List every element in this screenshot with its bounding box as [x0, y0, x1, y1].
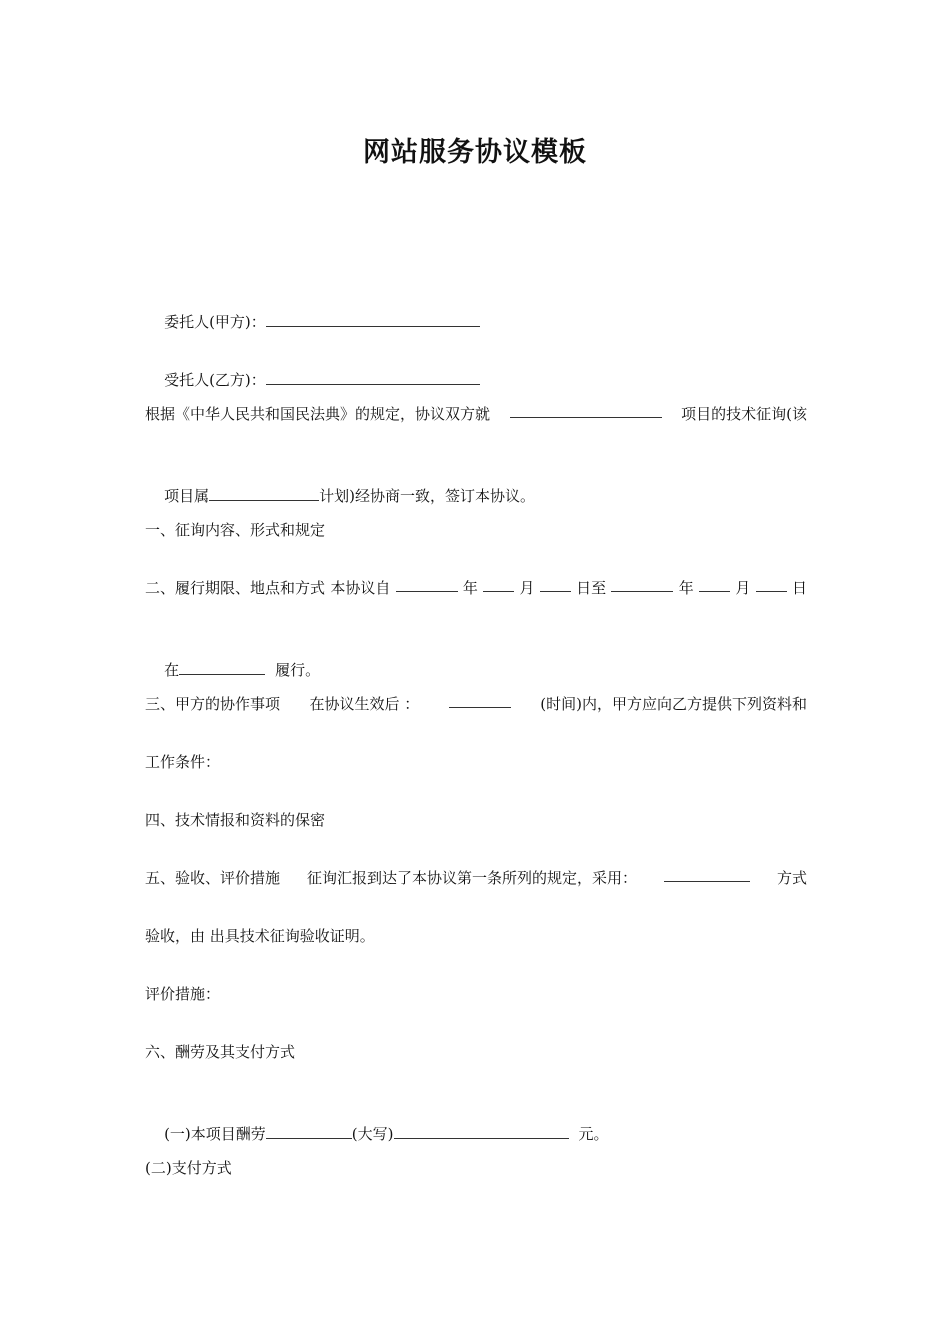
section-3-text-a: 在协议生效后 ： [309, 695, 420, 713]
section-3-text-c: 工作条件： [145, 753, 221, 771]
year-label: 年 [678, 579, 694, 597]
section-5-text-a: 征询汇报到达了本协议第一条所列的规定，采用： [307, 869, 638, 887]
section-3-heading: 三、甲方的协作事项 [145, 695, 281, 713]
section-3-line [145, 692, 807, 716]
section-2-line [145, 576, 807, 600]
fee-uppercase-blank[interactable] [394, 1123, 569, 1139]
perform-label: 履行。 [275, 661, 321, 679]
end-day-blank[interactable] [756, 576, 787, 592]
section-6-heading: 六、酬劳及其支付方式 [145, 1043, 296, 1061]
currency-label: 元。 [578, 1125, 609, 1143]
section-6-item-2: (二)支付方式 [145, 1159, 232, 1177]
section-1-heading: 一、征询内容、形式和规定 [145, 521, 326, 539]
day-label: 日 [791, 579, 807, 597]
project-name-blank[interactable] [510, 402, 662, 418]
section-5-line [145, 866, 807, 890]
basis-line-1 [145, 402, 807, 426]
basis-text-1: 根据《中华人民共和国民法典》的规定，协议双方就 [145, 405, 491, 423]
party-a-label: 委托人(甲方)： [164, 313, 266, 331]
page-title: 网站服务协议模板 [363, 137, 587, 168]
section-2-from: 本协议自 [330, 579, 391, 597]
fee-uppercase-label: (大写) [351, 1125, 394, 1143]
section-5-heading: 五、验收、评价措施 [145, 869, 281, 887]
start-day-blank[interactable] [540, 576, 571, 592]
end-month-blank[interactable] [699, 576, 730, 592]
section-5-text-c: 验收，由 出具技术征询验收证明。 [145, 927, 375, 945]
section-4-heading: 四、技术情报和资料的保密 [145, 811, 326, 829]
month-label: 月 [519, 579, 535, 597]
end-year-blank[interactable] [611, 576, 673, 592]
basis-text-2: 项目的技术征询(该 [681, 405, 807, 423]
section-3-text-b: (时间)内，甲方应向乙方提供下列资料和 [540, 695, 807, 713]
party-a-blank[interactable] [266, 311, 480, 327]
fee-label: (一)本项目酬劳 [164, 1125, 266, 1143]
section-5-text-b: 方式 [776, 869, 807, 887]
start-month-blank[interactable] [483, 576, 514, 592]
basis-text-4: 计划)经协商一致，签订本协议。 [319, 487, 535, 505]
month-label: 月 [735, 579, 751, 597]
day-to-label: 日至 [576, 579, 607, 597]
place-at-label: 在 [164, 661, 180, 679]
party-b-label: 受托人(乙方)： [164, 371, 266, 389]
section-2-heading: 二、履行期限、地点和方式 [145, 579, 326, 597]
plan-blank[interactable] [209, 485, 319, 501]
acceptance-method-blank[interactable] [664, 866, 750, 882]
fee-amount-blank[interactable] [266, 1123, 352, 1139]
start-year-blank[interactable] [396, 576, 458, 592]
time-blank[interactable] [449, 692, 511, 708]
place-blank[interactable] [179, 659, 265, 675]
year-label: 年 [462, 579, 478, 597]
section-5-text-d: 评价措施： [145, 985, 221, 1003]
basis-text-3: 项目属 [164, 487, 210, 505]
party-b-blank[interactable] [266, 369, 480, 385]
